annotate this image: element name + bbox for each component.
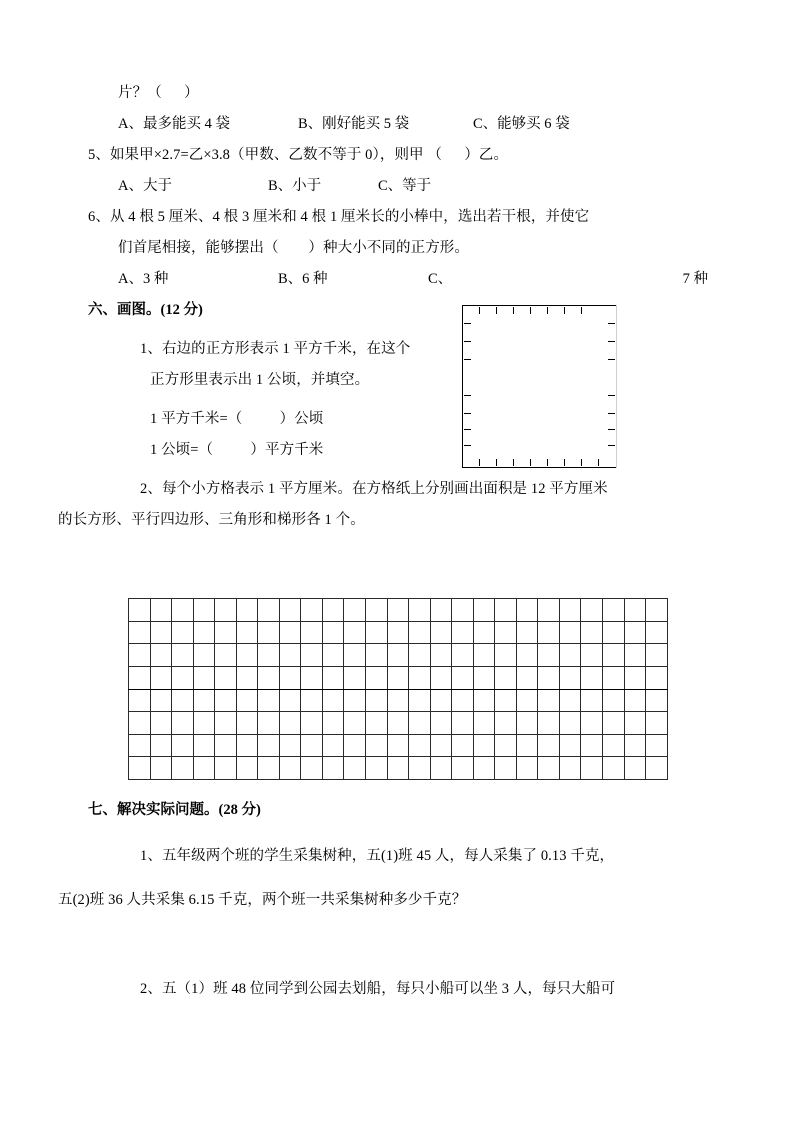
graph-paper-cell[interactable] [344, 644, 366, 667]
graph-paper-cell[interactable] [366, 689, 388, 712]
tick-left-3 [464, 359, 471, 360]
graph-paper-cell[interactable] [301, 666, 323, 689]
graph-paper-cell[interactable] [409, 734, 431, 757]
graph-paper-cell[interactable] [430, 689, 452, 712]
graph-paper-cell[interactable] [301, 621, 323, 644]
graph-paper-cell[interactable] [624, 734, 646, 757]
tick-right-4 [608, 395, 615, 396]
graph-paper-cell[interactable] [258, 621, 280, 644]
graph-paper-cell[interactable] [495, 666, 517, 689]
graph-paper-cell[interactable] [473, 689, 495, 712]
graph-paper-cell[interactable] [150, 757, 172, 780]
graph-paper-cell[interactable] [215, 599, 237, 622]
graph-paper-cell[interactable] [495, 621, 517, 644]
tick-square-right-edge [616, 305, 617, 468]
graph-paper-cell[interactable] [236, 734, 258, 757]
graph-paper-cell[interactable] [215, 757, 237, 780]
graph-paper-cell[interactable] [366, 757, 388, 780]
graph-paper-cell[interactable] [215, 712, 237, 735]
graph-paper-cell[interactable] [387, 644, 409, 667]
tick-bottom-4 [530, 459, 531, 466]
graph-paper-cell[interactable] [646, 644, 668, 667]
graph-paper-cell[interactable] [559, 712, 581, 735]
graph-paper-cell[interactable] [129, 712, 151, 735]
graph-paper-cell[interactable] [344, 712, 366, 735]
graph-paper-cell[interactable] [516, 689, 538, 712]
graph-paper-cell[interactable] [430, 712, 452, 735]
graph-paper-cell[interactable] [409, 599, 431, 622]
question-6-option-c-value: 7 种 [682, 271, 708, 287]
graph-paper-cell[interactable] [344, 621, 366, 644]
graph-paper-cell[interactable] [559, 621, 581, 644]
graph-paper-cell[interactable] [430, 621, 452, 644]
graph-paper-cell[interactable] [559, 599, 581, 622]
graph-paper-cell[interactable] [452, 666, 474, 689]
graph-paper-cell[interactable] [236, 712, 258, 735]
graph-paper-cell[interactable] [172, 599, 194, 622]
graph-paper-cell[interactable] [279, 621, 301, 644]
graph-paper-cell[interactable] [603, 712, 625, 735]
graph-paper-cell[interactable] [452, 712, 474, 735]
graph-paper-cell[interactable] [603, 666, 625, 689]
graph-paper-cell[interactable] [559, 734, 581, 757]
graph-paper-cell[interactable] [387, 621, 409, 644]
section-7-q1-line-2: 五(2)班 36 人共采集 6.15 千克，两个班一共采集树种多少千克？ [58, 892, 467, 908]
graph-paper-cell[interactable] [581, 666, 603, 689]
tick-right-2 [608, 341, 615, 342]
graph-paper-cell[interactable] [172, 734, 194, 757]
graph-paper-cell[interactable] [409, 621, 431, 644]
tick-right-1 [608, 323, 615, 324]
tick-right-5 [608, 413, 615, 414]
graph-paper-cell[interactable] [193, 757, 215, 780]
graph-paper-cell[interactable] [452, 757, 474, 780]
tick-top-2 [496, 307, 497, 314]
question-5-options [88, 171, 708, 202]
tick-left-1 [464, 323, 471, 324]
graph-paper-row [129, 712, 668, 735]
graph-paper-cell[interactable] [646, 689, 668, 712]
graph-paper-cell[interactable] [624, 757, 646, 780]
graph-paper-cell[interactable] [129, 599, 151, 622]
graph-paper-cell[interactable] [387, 666, 409, 689]
tick-bottom-1 [479, 459, 480, 466]
question-6-option-b[interactable]: B、6 种 [278, 271, 328, 287]
graph-paper-cell[interactable] [322, 689, 344, 712]
graph-paper-cell[interactable] [409, 644, 431, 667]
continued-option-c[interactable]: C、能够买 6 袋 [473, 116, 570, 132]
graph-paper-cell[interactable] [387, 734, 409, 757]
graph-paper-cell[interactable] [516, 644, 538, 667]
graph-paper-cell[interactable] [366, 734, 388, 757]
tick-left-6 [464, 429, 471, 430]
graph-paper-body [129, 599, 668, 780]
graph-paper-cell[interactable] [236, 757, 258, 780]
graph-paper-cell[interactable] [473, 757, 495, 780]
tick-square-figure [462, 305, 617, 468]
graph-paper-row [129, 599, 668, 622]
graph-paper-cell[interactable] [646, 599, 668, 622]
graph-paper-grid[interactable] [128, 598, 668, 780]
graph-paper-cell[interactable] [646, 757, 668, 780]
graph-paper-cell[interactable] [366, 666, 388, 689]
graph-paper-cell[interactable] [215, 644, 237, 667]
question-5-option-c[interactable]: C、等于 [378, 178, 432, 194]
graph-paper-cell[interactable] [322, 712, 344, 735]
tick-right-7 [608, 445, 615, 446]
graph-paper-cell[interactable] [473, 734, 495, 757]
graph-paper-cell[interactable] [559, 644, 581, 667]
graph-paper-cell[interactable] [322, 644, 344, 667]
section-6-q1-line-2: 正方形里表示出 1 公顷，并填空。 [150, 372, 370, 388]
section-6-q1-fill-1[interactable]: 1 平方千米=（ ）公顷 [150, 411, 324, 427]
graph-paper-cell[interactable] [581, 689, 603, 712]
question-6-options [88, 264, 708, 295]
graph-paper-cell[interactable] [322, 621, 344, 644]
graph-paper-cell[interactable] [452, 734, 474, 757]
graph-paper-cell[interactable] [452, 689, 474, 712]
graph-paper-cell[interactable] [624, 599, 646, 622]
graph-paper-cell[interactable] [301, 644, 323, 667]
graph-paper-cell[interactable] [301, 757, 323, 780]
graph-paper-cell[interactable] [581, 757, 603, 780]
tick-bottom-7 [581, 459, 582, 466]
tick-top-1 [479, 307, 480, 314]
graph-paper-cell[interactable] [129, 644, 151, 667]
graph-paper-cell[interactable] [193, 689, 215, 712]
graph-paper-cell[interactable] [387, 599, 409, 622]
graph-paper-cell[interactable] [150, 712, 172, 735]
section-7-heading: 七、解决实际问题。(28 分) [88, 802, 261, 818]
tick-top-5 [547, 307, 548, 314]
question-6-option-a[interactable]: A、3 种 [118, 271, 169, 287]
tick-right-3 [608, 359, 615, 360]
graph-paper-cell[interactable] [430, 734, 452, 757]
graph-paper-cell[interactable] [538, 621, 560, 644]
graph-paper-cell[interactable] [473, 621, 495, 644]
graph-paper-cell[interactable] [322, 757, 344, 780]
tick-bottom-8 [598, 459, 599, 466]
graph-paper-cell[interactable] [516, 712, 538, 735]
graph-paper-cell[interactable] [538, 734, 560, 757]
graph-paper-cell[interactable] [430, 757, 452, 780]
tick-left-4 [464, 395, 471, 396]
graph-paper-cell[interactable] [236, 666, 258, 689]
graph-paper-cell[interactable] [603, 599, 625, 622]
graph-paper-cell[interactable] [279, 689, 301, 712]
tick-right-6 [608, 429, 615, 430]
graph-paper-cell[interactable] [603, 689, 625, 712]
graph-paper-cell[interactable] [193, 621, 215, 644]
graph-paper-cell[interactable] [581, 621, 603, 644]
graph-paper-cell[interactable] [387, 712, 409, 735]
graph-paper-cell[interactable] [301, 689, 323, 712]
graph-paper-cell[interactable] [322, 599, 344, 622]
graph-paper-cell[interactable] [603, 734, 625, 757]
graph-paper-cell[interactable] [559, 757, 581, 780]
graph-paper-cell[interactable] [193, 599, 215, 622]
graph-paper-cell[interactable] [258, 734, 280, 757]
graph-paper-cell[interactable] [495, 689, 517, 712]
graph-paper-cell[interactable] [344, 666, 366, 689]
continued-question-options [88, 109, 708, 140]
graph-paper-cell[interactable] [301, 734, 323, 757]
graph-paper-cell[interactable] [172, 621, 194, 644]
graph-paper-cell[interactable] [452, 599, 474, 622]
graph-paper-cell[interactable] [150, 666, 172, 689]
graph-paper-cell[interactable] [495, 734, 517, 757]
graph-paper-cell[interactable] [301, 712, 323, 735]
graph-paper-cell[interactable] [516, 666, 538, 689]
graph-paper-cell[interactable] [473, 712, 495, 735]
tick-left-7 [464, 445, 471, 446]
continued-option-b[interactable]: B、刚好能买 5 袋 [298, 116, 410, 132]
graph-paper-cell[interactable] [150, 621, 172, 644]
graph-paper-row [129, 734, 668, 757]
question-5-stem: 5、如果甲×2.7=乙×3.8（甲数、乙数不等于 0），则甲 （ ）乙。 [88, 147, 509, 163]
graph-paper-row [129, 757, 668, 780]
graph-paper-cell[interactable] [624, 644, 646, 667]
graph-paper-cell[interactable] [366, 599, 388, 622]
graph-paper-cell[interactable] [430, 599, 452, 622]
section-6-heading: 六、画图。(12 分) [88, 302, 203, 318]
section-6-q2-line-1: 2、每个小方格表示 1 平方厘米。在方格纸上分别画出面积是 12 平方厘米 [140, 481, 608, 497]
graph-paper-cell[interactable] [581, 712, 603, 735]
continued-question-stem-tail: 片？（ ） [118, 85, 199, 101]
graph-paper-cell[interactable] [258, 666, 280, 689]
section-7-block [58, 795, 708, 1005]
section-6-q2-line-2: 的长方形、平行四边形、三角形和梯形各 1 个。 [58, 512, 365, 528]
graph-paper-cell[interactable] [344, 757, 366, 780]
graph-paper-cell[interactable] [603, 757, 625, 780]
graph-paper-row [129, 689, 668, 712]
graph-paper-row [129, 666, 668, 689]
graph-paper-cell[interactable] [322, 734, 344, 757]
graph-paper-cell[interactable] [624, 666, 646, 689]
graph-paper-cell[interactable] [495, 712, 517, 735]
answer-space-1[interactable] [88, 922, 708, 974]
graph-paper-cell[interactable] [366, 712, 388, 735]
graph-paper-cell[interactable] [603, 644, 625, 667]
tick-left-5 [464, 413, 471, 414]
graph-paper-cell[interactable] [172, 757, 194, 780]
question-6-stem-line-2: 们首尾相接，能够摆出（ ）种大小不同的正方形。 [118, 240, 469, 256]
graph-paper-cell[interactable] [495, 599, 517, 622]
graph-paper-cell[interactable] [150, 644, 172, 667]
graph-paper-cell[interactable] [452, 644, 474, 667]
graph-paper-cell[interactable] [215, 734, 237, 757]
tick-top-3 [513, 307, 514, 314]
graph-paper-cell[interactable] [538, 666, 560, 689]
question-5-option-a[interactable]: A、大于 [118, 178, 172, 194]
section-6-q1-line-1: 1、右边的正方形表示 1 平方千米，在这个 [140, 341, 411, 357]
graph-paper-cell[interactable] [279, 757, 301, 780]
graph-paper-cell[interactable] [258, 644, 280, 667]
graph-paper-cell[interactable] [344, 734, 366, 757]
graph-paper-cell[interactable] [129, 621, 151, 644]
section-6-q1-fill-2[interactable]: 1 公顷=（ ）平方千米 [150, 442, 324, 458]
graph-paper-cell[interactable] [516, 599, 538, 622]
graph-paper-cell[interactable] [150, 734, 172, 757]
graph-paper-cell[interactable] [646, 666, 668, 689]
graph-paper-cell[interactable] [409, 689, 431, 712]
graph-paper-cell[interactable] [279, 734, 301, 757]
graph-paper-cell[interactable] [129, 666, 151, 689]
graph-paper-cell[interactable] [624, 712, 646, 735]
graph-paper-cell[interactable] [516, 757, 538, 780]
graph-paper-cell[interactable] [538, 689, 560, 712]
graph-paper-cell[interactable] [430, 644, 452, 667]
graph-paper-cell[interactable] [538, 644, 560, 667]
graph-paper-cell[interactable] [624, 689, 646, 712]
question-6-option-c[interactable]: C、 [428, 271, 453, 287]
graph-paper-cell[interactable] [366, 644, 388, 667]
graph-paper-cell[interactable] [538, 712, 560, 735]
graph-paper-cell[interactable] [603, 621, 625, 644]
graph-paper-cell[interactable] [366, 621, 388, 644]
graph-paper-cell[interactable] [150, 599, 172, 622]
graph-paper-cell[interactable] [236, 621, 258, 644]
graph-paper-cell[interactable] [387, 689, 409, 712]
tick-top-7 [581, 307, 582, 314]
graph-paper-cell[interactable] [646, 712, 668, 735]
graph-paper-cell[interactable] [473, 644, 495, 667]
graph-paper-cell[interactable] [516, 621, 538, 644]
graph-paper-cell[interactable] [279, 644, 301, 667]
section-7-q2-line-1: 2、五（1）班 48 位同学到公园去划船，每只小船可以坐 3 人，每只大船可 [140, 981, 616, 997]
question-5-option-b[interactable]: B、小于 [268, 178, 322, 194]
graph-paper-cell[interactable] [559, 689, 581, 712]
graph-paper-cell[interactable] [193, 712, 215, 735]
graph-paper-cell[interactable] [172, 644, 194, 667]
graph-paper-cell[interactable] [646, 734, 668, 757]
graph-paper-cell[interactable] [344, 599, 366, 622]
tick-bottom-6 [564, 459, 565, 466]
graph-paper-cell[interactable] [452, 621, 474, 644]
graph-paper-cell[interactable] [279, 712, 301, 735]
graph-paper-cell[interactable] [409, 757, 431, 780]
graph-paper-cell[interactable] [193, 644, 215, 667]
graph-paper-row [129, 621, 668, 644]
graph-paper-cell[interactable] [236, 644, 258, 667]
graph-paper-cell[interactable] [430, 666, 452, 689]
question-6-stem-line-1: 6、从 4 根 5 厘米、4 根 3 厘米和 4 根 1 厘米长的小棒中，选出若干根，并使它 [88, 209, 590, 225]
tick-top-4 [530, 307, 531, 314]
graph-paper-cell[interactable] [516, 734, 538, 757]
graph-paper-cell[interactable] [301, 599, 323, 622]
graph-paper-cell[interactable] [258, 712, 280, 735]
graph-paper-cell[interactable] [538, 599, 560, 622]
graph-paper-cell[interactable] [279, 599, 301, 622]
graph-paper-cell[interactable] [581, 734, 603, 757]
graph-paper-cell[interactable] [172, 712, 194, 735]
graph-paper-cell[interactable] [495, 757, 517, 780]
graph-paper-cell[interactable] [581, 644, 603, 667]
graph-paper-cell[interactable] [538, 757, 560, 780]
graph-paper-cell[interactable] [646, 621, 668, 644]
tick-bottom-5 [547, 459, 548, 466]
graph-paper-cell[interactable] [172, 689, 194, 712]
graph-paper-cell[interactable] [473, 666, 495, 689]
graph-paper-table[interactable] [128, 598, 668, 780]
graph-paper-cell[interactable] [387, 757, 409, 780]
graph-paper-cell[interactable] [172, 666, 194, 689]
graph-paper-cell[interactable] [258, 757, 280, 780]
tick-square-bottom-edge [462, 467, 617, 468]
section-7-q1-line-1: 1、五年级两个班的学生采集树种，五(1)班 45 人，每人采集了 0.13 千克， [140, 848, 615, 864]
graph-paper-cell[interactable] [322, 666, 344, 689]
graph-paper-cell[interactable] [495, 644, 517, 667]
continued-option-a[interactable]: A、最多能买 4 袋 [118, 116, 230, 132]
graph-paper-cell[interactable] [236, 689, 258, 712]
spacer-4 [88, 826, 708, 834]
tick-bottom-3 [513, 459, 514, 466]
graph-paper-cell[interactable] [624, 621, 646, 644]
graph-paper-cell[interactable] [150, 689, 172, 712]
graph-paper-cell[interactable] [279, 666, 301, 689]
graph-paper-cell[interactable] [215, 621, 237, 644]
graph-paper-cell[interactable] [258, 689, 280, 712]
graph-paper-cell[interactable] [409, 712, 431, 735]
graph-paper-cell[interactable] [344, 689, 366, 712]
graph-paper-cell[interactable] [258, 599, 280, 622]
graph-paper-cell[interactable] [129, 757, 151, 780]
graph-paper-cell[interactable] [129, 689, 151, 712]
tick-left-2 [464, 341, 471, 342]
tick-square-left-edge [462, 305, 463, 468]
graph-paper-row [129, 644, 668, 667]
graph-paper-cell[interactable] [473, 599, 495, 622]
graph-paper-cell[interactable] [581, 599, 603, 622]
graph-paper-cell[interactable] [129, 734, 151, 757]
graph-paper-cell[interactable] [215, 666, 237, 689]
graph-paper-cell[interactable] [559, 666, 581, 689]
graph-paper-cell[interactable] [236, 599, 258, 622]
tick-bottom-2 [496, 459, 497, 466]
graph-paper-cell[interactable] [409, 666, 431, 689]
graph-paper-cell[interactable] [215, 689, 237, 712]
tick-square-top-edge [462, 305, 617, 306]
graph-paper-cell[interactable] [193, 666, 215, 689]
graph-paper-cell[interactable] [193, 734, 215, 757]
tick-top-6 [564, 307, 565, 314]
